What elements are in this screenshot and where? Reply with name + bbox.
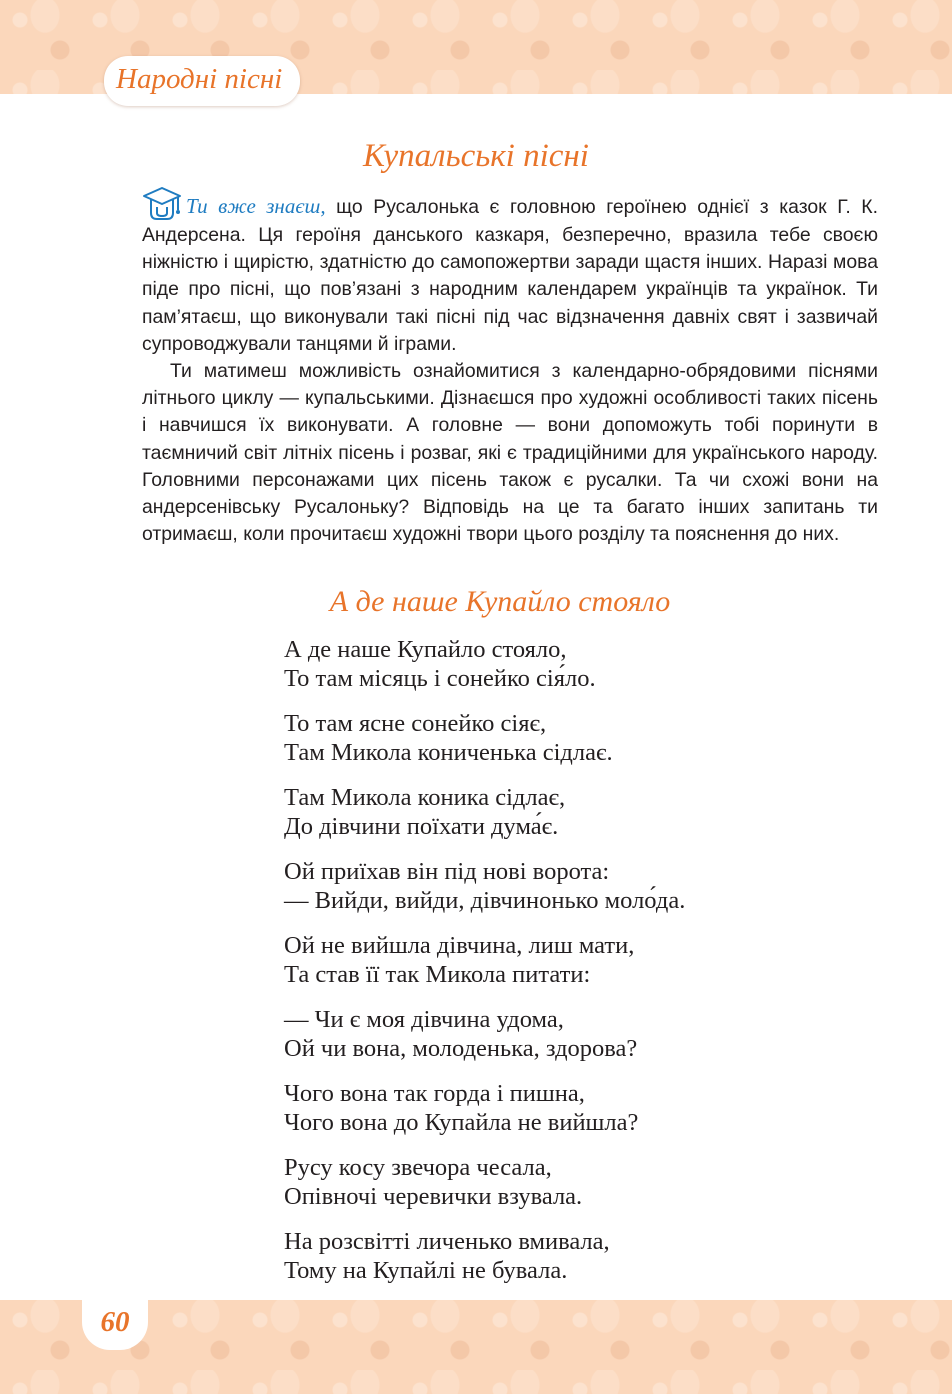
poem-line: То там ясне сонейко сіяє, [284,710,547,737]
stanza [284,1005,844,1063]
poem-line: То там місяць і сонейко сія́ло. [284,665,596,692]
stanza [284,1079,844,1137]
stanza [284,857,844,915]
section-label: Народні пісні [116,63,283,95]
intro-paragraph-1 [142,186,878,358]
page-number-tab [82,1300,148,1350]
intro-text [142,186,878,548]
poem-line: — Вийди, вийди, дівчинонько моло́да. [284,887,686,914]
poem-line: А де наше Купайло стояло, [284,636,567,663]
stanza [284,783,844,841]
graduation-cap-icon [142,186,182,222]
intro-paragraph-1-text: що Русалонька є головною героїнею однієї з казок Г. К. Андерсена. Ця героїня данського казкаря, безперечно, вразила тебе своєю ніжністю і щирістю, здатністю до самопожертви заради щастя інших. Наразі мова піде про пісні, що пов’язані з народним календарем українців та українок. Ти пам’ятаєш, що виконували такі пісні під час відзначення давніх свят і зазвичай супроводжували танцями й іграми. [142,196,878,355]
poem-line: Чого вона так горда і пишна, [284,1080,585,1107]
poem-line: — Чи є моя дівчина удома, [284,1006,564,1033]
stanza [284,1153,844,1211]
page-number: 60 [100,1306,130,1338]
you-already-know-phrase: Ти вже знаєш, [186,194,326,218]
poem-line: Там Микола коника сідлає, [284,784,566,811]
poem-line: На розсвітті личенько вмивала, [284,1228,610,1255]
page-title: Купальські пісні [363,138,589,174]
poem [284,635,844,1301]
stanza [284,635,844,693]
poem-line: Там Микола кониченька сідлає. [284,739,613,766]
intro-paragraph-2: Ти матимеш можливість ознайомитися з календарно-обрядовими піснями літнього циклу — купальськими. Дізнаєшся про художні особливості таких пісень і навчишся їх виконувати. А головне — вони допоможуть тобі поринути в таємничий світ літніх пісень і розваг, які є традиційними для українського народу. Головними персонажами цих пісень також є русалки. Та чи схожі вони на андерсенівську Русалоньку? Відповідь на це та багато інших запитань ти отримаєш, коли прочитаєш художні твори цього розділу та пояснення до них. [142,360,878,546]
poem-line: Русу косу звечора чесала, [284,1154,552,1181]
poem-line: Ой чи вона, молоденька, здорова? [284,1035,638,1062]
poem-line: Ой не вийшла дівчина, лиш мати, [284,932,635,959]
poem-line: Та став її так Микола питати: [284,961,591,988]
poem-line: До дівчини поїхати дума́є. [284,813,559,840]
stanza [284,1227,844,1285]
section-tab [104,56,300,106]
poem-title: А де наше Купайло стояло [329,585,671,618]
poem-line: Ой приїхав він під нові ворота: [284,858,610,885]
poem-line: Опівночі черевички взувала. [284,1183,583,1210]
poem-line: Чого вона до Купайла не вийшла? [284,1109,639,1136]
stanza [284,709,844,767]
poem-line: Тому на Купайлі не бувала. [284,1257,568,1284]
stanza [284,931,844,989]
